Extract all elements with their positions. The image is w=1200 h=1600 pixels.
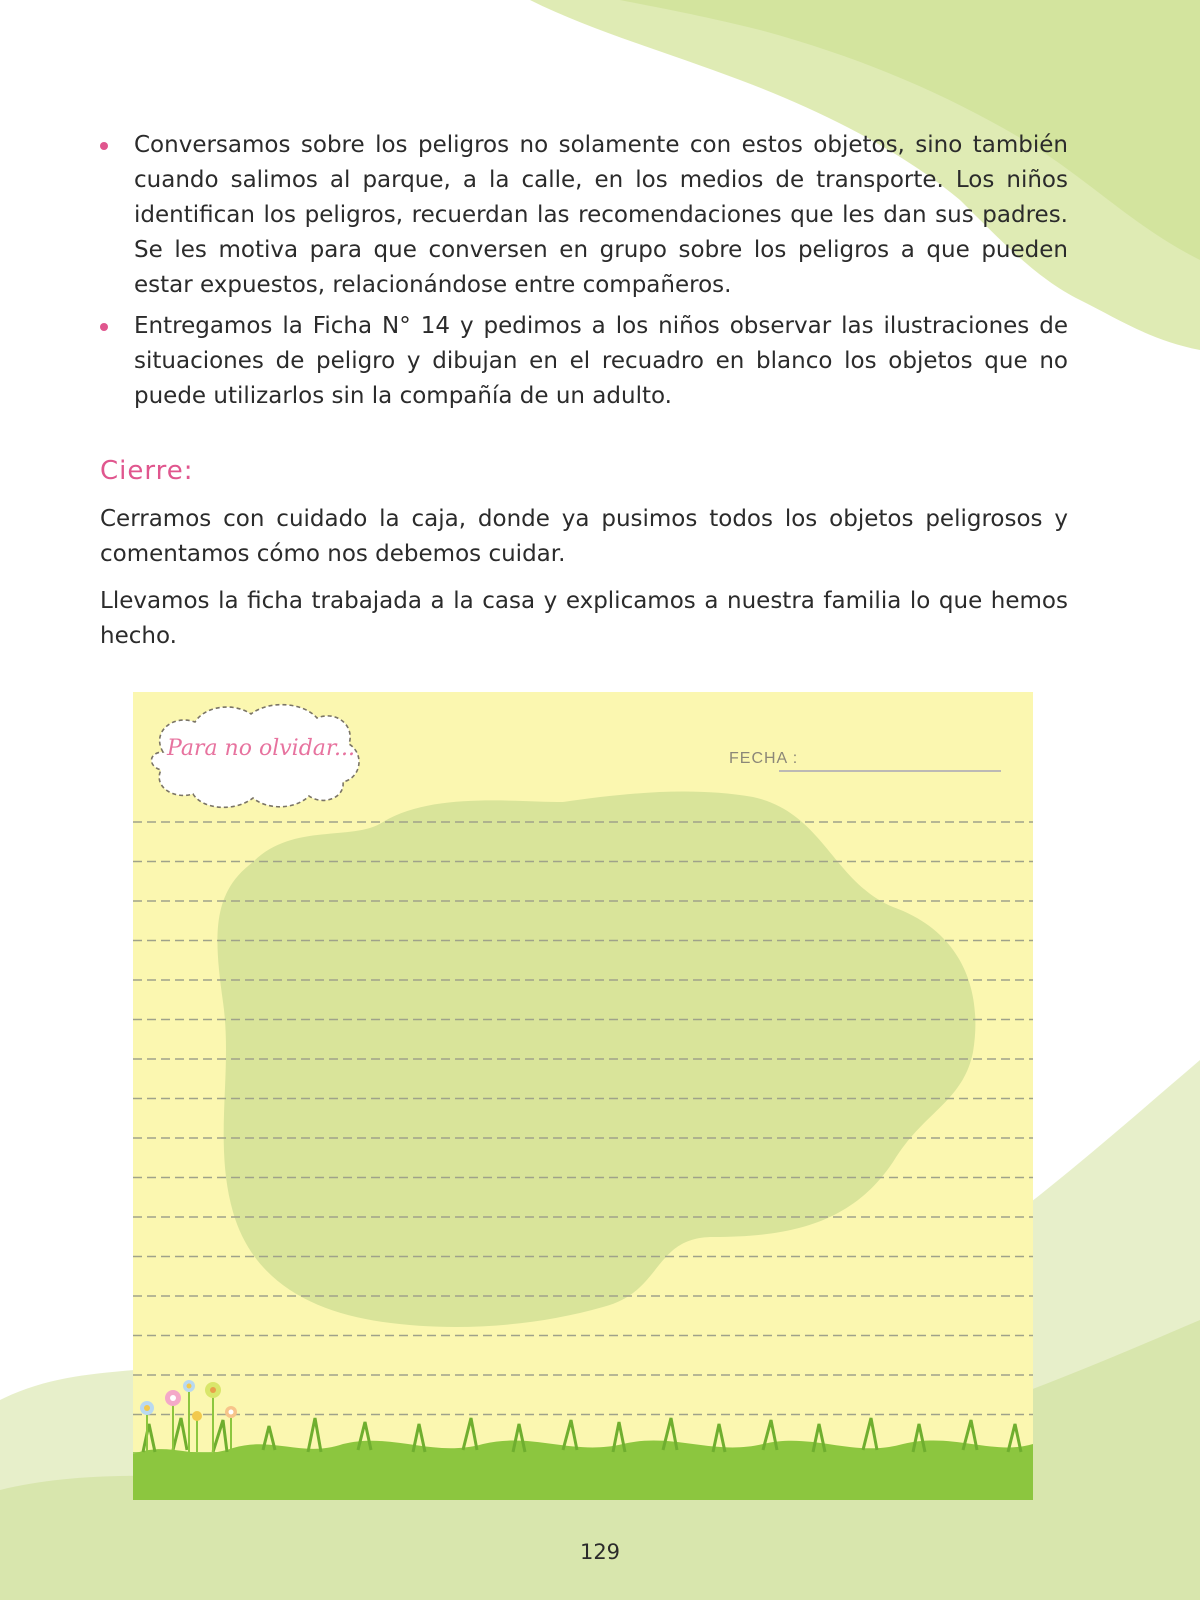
bullet-dot-icon — [100, 142, 108, 150]
bullet-item — [100, 128, 1068, 303]
grass-strip — [133, 1418, 1033, 1500]
cloud-title: Para no olvidar... — [167, 736, 355, 761]
bullet-dot-icon — [100, 323, 108, 331]
bullet-text: Conversamos sobre los peligros no solamente con estos objetos, sino también cuando salimos al parque, a la calle, en los medios de transporte. Los niños identifican los peligros, recuerdan las recomendaciones que les dan sus padres. Se les motiva para que conversen en grupo sobre los peligros a que pueden estar expuestos, relacionándose entre compañeros. — [134, 132, 1068, 298]
bullet-item — [100, 309, 1068, 414]
bullet-text: Entregamos la Ficha N° 14 y pedimos a los niños observar las ilustraciones de situaciones de peligro y dibujan en el recuadro en blanco los objetos que no puede utilizarlos sin la compañía de un adulto. — [134, 313, 1068, 409]
closing-paragraph: Llevamos la ficha trabajada a la casa y explicamos a nuestra familia lo que hemos hecho. — [100, 588, 1068, 649]
note-card — [133, 692, 1033, 1500]
closing-paragraph: Cerramos con cuidado la caja, donde ya pusimos todos los objetos peligrosos y comentamos cómo nos debemos cuidar. — [100, 506, 1068, 567]
bullet-list — [100, 128, 1068, 414]
main-content — [100, 128, 1068, 654]
note-card-artwork — [133, 692, 1033, 1500]
date-label: FECHA : — [729, 750, 799, 767]
flowers-decoration — [140, 1380, 237, 1452]
date-field-line — [779, 770, 1001, 772]
page-number: 129 — [579, 1540, 621, 1564]
closing-heading: Cierre: — [100, 456, 194, 486]
